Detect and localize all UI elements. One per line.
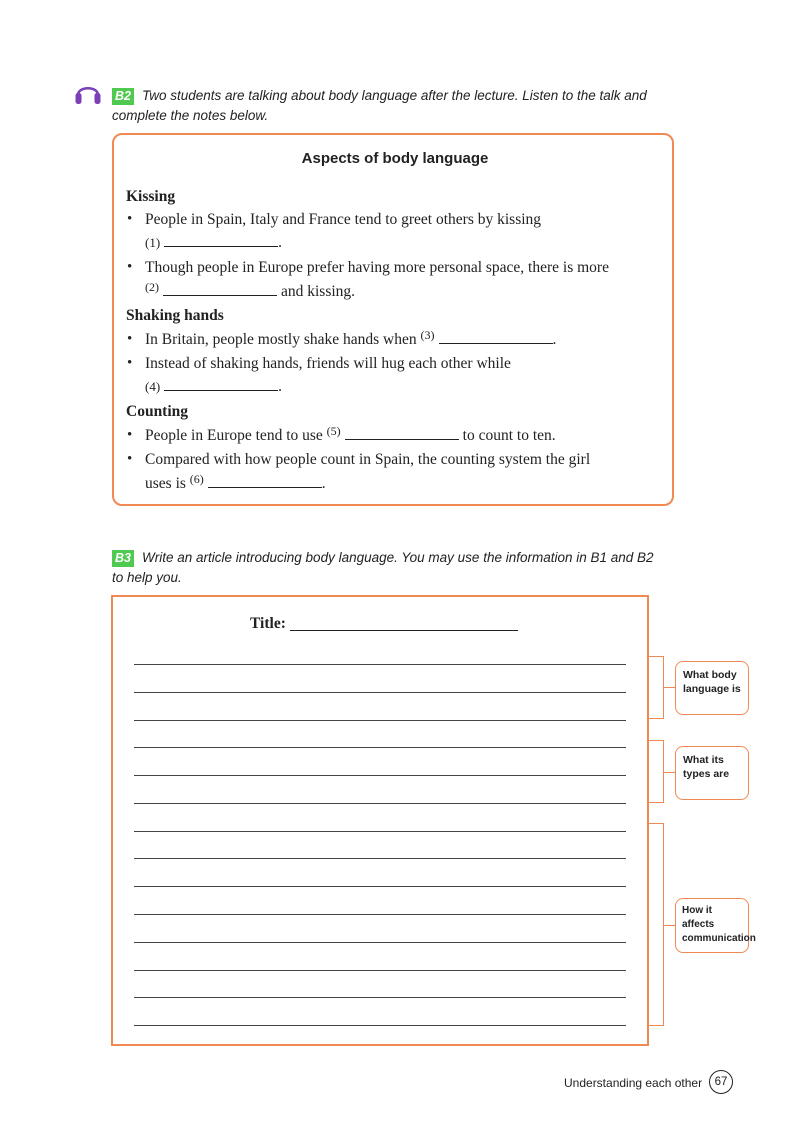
section-heading-kissing: Kissing xyxy=(126,188,176,205)
writing-line[interactable] xyxy=(134,1025,626,1026)
section-heading-shaking-hands: Shaking hands xyxy=(126,307,224,324)
shaking-answer-4: (4) . xyxy=(145,378,283,395)
headphones-icon[interactable] xyxy=(73,78,103,108)
writing-line[interactable] xyxy=(134,970,626,971)
bullet: • xyxy=(127,451,133,467)
writing-line[interactable] xyxy=(134,720,626,721)
b2-badge: B2 xyxy=(112,88,134,105)
counting-bullet-2: Compared with how people count in Spain, the counting system the girl xyxy=(145,451,591,468)
writing-line[interactable] xyxy=(134,858,626,859)
answer-blank-2[interactable] xyxy=(163,283,277,296)
connector-3 xyxy=(664,925,675,926)
b2-instruction-line2: complete the notes below. xyxy=(112,108,269,123)
writing-line[interactable] xyxy=(134,831,626,832)
b2-instruction xyxy=(112,86,672,126)
page-number: 67 xyxy=(709,1070,733,1094)
b3-instruction-line1: Write an article introducing body language. You may use the information in B1 and B2 xyxy=(141,550,654,565)
bullet: • xyxy=(127,355,133,371)
kissing-bullet-2: Though people in Europe prefer having more personal space, there is more xyxy=(145,259,609,276)
writing-line[interactable] xyxy=(134,997,626,998)
writing-box xyxy=(111,595,649,1046)
side-note-what-body-language-is: What body language is xyxy=(675,661,749,715)
writing-line[interactable] xyxy=(134,747,626,748)
b3-instruction-line2: to help you. xyxy=(112,570,182,585)
side-note-how-it-affects-communication: How it affects communication xyxy=(675,898,749,953)
writing-line[interactable] xyxy=(134,914,626,915)
side-note-what-its-types-are: What its types are xyxy=(675,746,749,800)
bullet: • xyxy=(127,427,133,443)
b3-instruction xyxy=(112,548,672,588)
notes-title: Aspects of body language xyxy=(301,150,489,167)
bullet: • xyxy=(127,331,133,347)
title-label: Title: xyxy=(250,615,286,632)
answer-blank-3[interactable] xyxy=(439,331,553,344)
bullet: • xyxy=(127,259,133,275)
writing-line[interactable] xyxy=(134,775,626,776)
shaking-bullet-2: Instead of shaking hands, friends will hug each other while xyxy=(145,355,511,372)
writing-line[interactable] xyxy=(134,942,626,943)
answer-blank-6[interactable] xyxy=(208,475,322,488)
writing-line[interactable] xyxy=(134,664,626,665)
b2-instruction-line1: Two students are talking about body language after the lecture. Listen to the talk and xyxy=(141,88,647,103)
title-input-line[interactable] xyxy=(290,630,518,631)
bracket-3 xyxy=(648,823,664,1026)
bracket-2 xyxy=(648,740,664,803)
counting-bullet-1: People in Europe tend to use $^{(5)}$ to count to ten. xyxy=(145,424,556,444)
answer-blank-1[interactable] xyxy=(164,234,278,247)
writing-line[interactable] xyxy=(134,886,626,887)
answer-blank-5[interactable] xyxy=(345,427,459,440)
section-heading-counting: Counting xyxy=(126,403,189,420)
b3-badge: B3 xyxy=(112,550,134,567)
answer-blank-4[interactable] xyxy=(164,378,278,391)
kissing-answer-2: $^{(2)}$ and kissing. xyxy=(145,280,356,300)
writing-line[interactable] xyxy=(134,692,626,693)
kissing-answer-1: (1) . xyxy=(145,234,283,251)
kissing-bullet-1: People in Spain, Italy and France tend to greet others by kissing xyxy=(145,211,542,228)
counting-answer-6: uses is $^{(6)}$ . xyxy=(145,472,326,492)
chapter-title: Understanding each other xyxy=(564,1076,703,1090)
connector-1 xyxy=(664,687,675,688)
bracket-1 xyxy=(648,656,664,719)
bullet: • xyxy=(127,211,133,227)
shaking-bullet-1: In Britain, people mostly shake hands when $^{(3)}$ . xyxy=(145,328,557,348)
writing-line[interactable] xyxy=(134,803,626,804)
connector-2 xyxy=(664,772,675,773)
